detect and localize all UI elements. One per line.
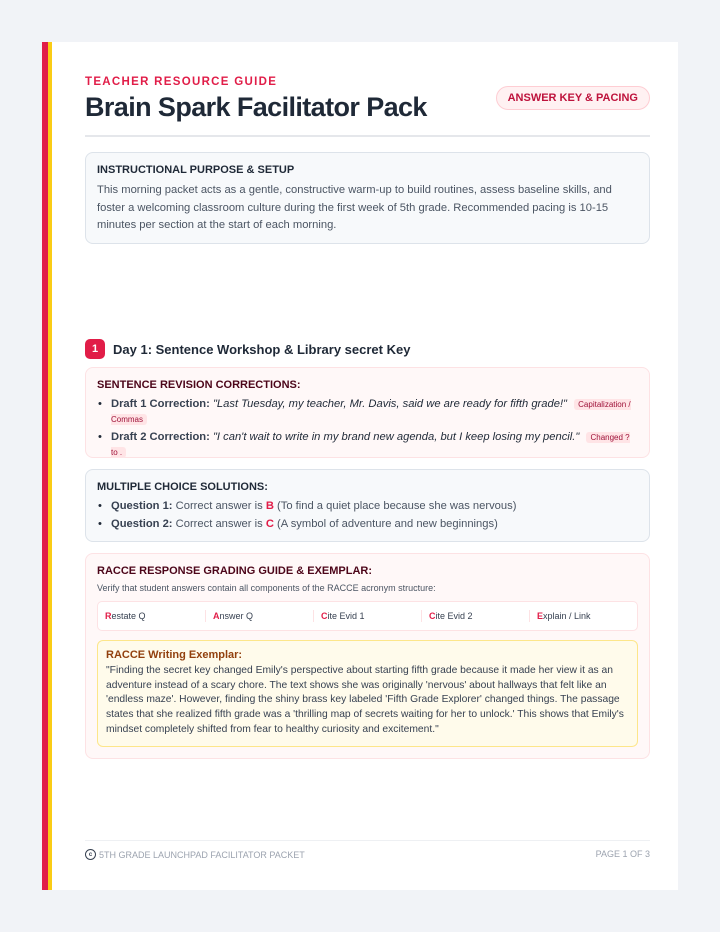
multiple-choice-box xyxy=(85,469,650,542)
page-number: PAGE 1 OF 3 xyxy=(595,849,650,859)
document-page xyxy=(42,42,678,890)
answer-key-badge: ANSWER KEY & PACING xyxy=(496,86,650,110)
answer-explanation: (A symbol of adventure and new beginnings) xyxy=(273,518,498,530)
racce-word: ite Evid 1 xyxy=(327,611,365,621)
racce-word: nswer Q xyxy=(219,611,254,621)
racce-letter: E xyxy=(537,611,544,621)
racce-box xyxy=(85,553,650,759)
answer-explanation: (To find a quiet place because she was nervous) xyxy=(273,500,517,512)
day-header xyxy=(85,339,410,359)
day-title: Day 1: Sentence Workshop & Library secret Key xyxy=(113,341,411,357)
purpose-box xyxy=(85,152,650,244)
page-title: Brain Spark Facilitator Pack xyxy=(85,92,427,122)
correction-quote: "Last Tuesday, my teacher, Mr. Davis, said we are ready for fifth grade!" xyxy=(212,398,568,410)
mc-heading: MULTIPLE CHOICE SOLUTIONS: xyxy=(97,481,268,493)
revision-heading: SENTENCE REVISION CORRECTIONS: xyxy=(97,379,301,391)
purpose-body: This morning packet acts as a gentle, constructive warm-up to build routines, assess baseline skills, and foster a welcoming classroom culture during the first week of 5th grade. Recommended pacing is 10-15 minutes per section at the start of each morning. xyxy=(97,184,612,231)
racce-cell-explain xyxy=(530,610,637,622)
copyright-icon: c xyxy=(85,849,96,860)
exemplar-box xyxy=(97,640,638,747)
question-label: Question 2: xyxy=(111,518,173,530)
list-item xyxy=(111,517,638,532)
racce-letter: R xyxy=(105,611,112,621)
racce-word: estate Q xyxy=(111,611,146,621)
racce-heading: RACCE RESPONSE GRADING GUIDE & EXEMPLAR: xyxy=(97,565,373,577)
racce-acronym-table xyxy=(97,601,638,631)
revision-box xyxy=(85,367,650,458)
correction-tag: Capitalization / Commas xyxy=(111,400,631,424)
answer-prefix: Correct answer is xyxy=(172,500,266,512)
footer-packet-label: 5TH GRADE LAUNCHPAD FACILITATOR PACKET xyxy=(99,849,305,860)
answer-letter: B xyxy=(265,500,274,512)
exemplar-heading: RACCE Writing Exemplar: xyxy=(106,649,243,661)
racce-letter: C xyxy=(429,611,436,621)
answer-letter: C xyxy=(265,518,274,530)
list-item xyxy=(111,397,638,427)
day-number-badge: 1 xyxy=(85,339,105,359)
question-label: Question 1: xyxy=(111,500,173,512)
racce-cell-cite-2 xyxy=(422,610,530,622)
answer-prefix: Correct answer is xyxy=(172,518,266,530)
racce-letter: A xyxy=(213,611,220,621)
racce-instructions: Verify that student answers contain all components of the RACCE acronym structure: xyxy=(97,583,436,593)
racce-cell-restate xyxy=(98,610,206,622)
racce-word: xplain / Link xyxy=(543,611,591,621)
eyebrow-label: TEACHER RESOURCE GUIDE xyxy=(85,76,278,88)
footer-divider xyxy=(85,840,650,841)
list-item xyxy=(111,499,638,514)
correction-quote: "I can't wait to write in my brand new agenda, but I keep losing my pencil." xyxy=(212,431,580,443)
purpose-heading: INSTRUCTIONAL PURPOSE & SETUP xyxy=(97,164,295,176)
left-accent-stripe-yellow xyxy=(48,42,52,890)
mc-list xyxy=(97,499,638,532)
header-divider xyxy=(85,135,650,137)
correction-tag: Changed ? to . xyxy=(111,433,630,457)
racce-cell-cite-1 xyxy=(314,610,422,622)
correction-label: Draft 1 Correction: xyxy=(111,398,210,410)
racce-cell-answer xyxy=(206,610,314,622)
revision-list xyxy=(97,397,638,460)
footer-left xyxy=(85,849,305,860)
racce-word: ite Evid 2 xyxy=(435,611,473,621)
correction-label: Draft 2 Correction: xyxy=(111,431,210,443)
racce-letter: C xyxy=(321,611,328,621)
list-item xyxy=(111,430,638,460)
exemplar-text: "Finding the secret key changed Emily's perspective about starting fifth grade because it made her view it as an adventure instead of a scary chore. The text shows she was originally 'nervous' about hallways that felt like an 'endless maze'. However, finding the shiny brass key labeled 'Fifth Grade Explorer' changed things. The passage states that she realized fifth grade was a 'thrilling map of secrets waiting for her to unlock.' This shows that Emily's mindset completely shifted from fear to healthy curiosity and excitement." xyxy=(106,665,624,735)
